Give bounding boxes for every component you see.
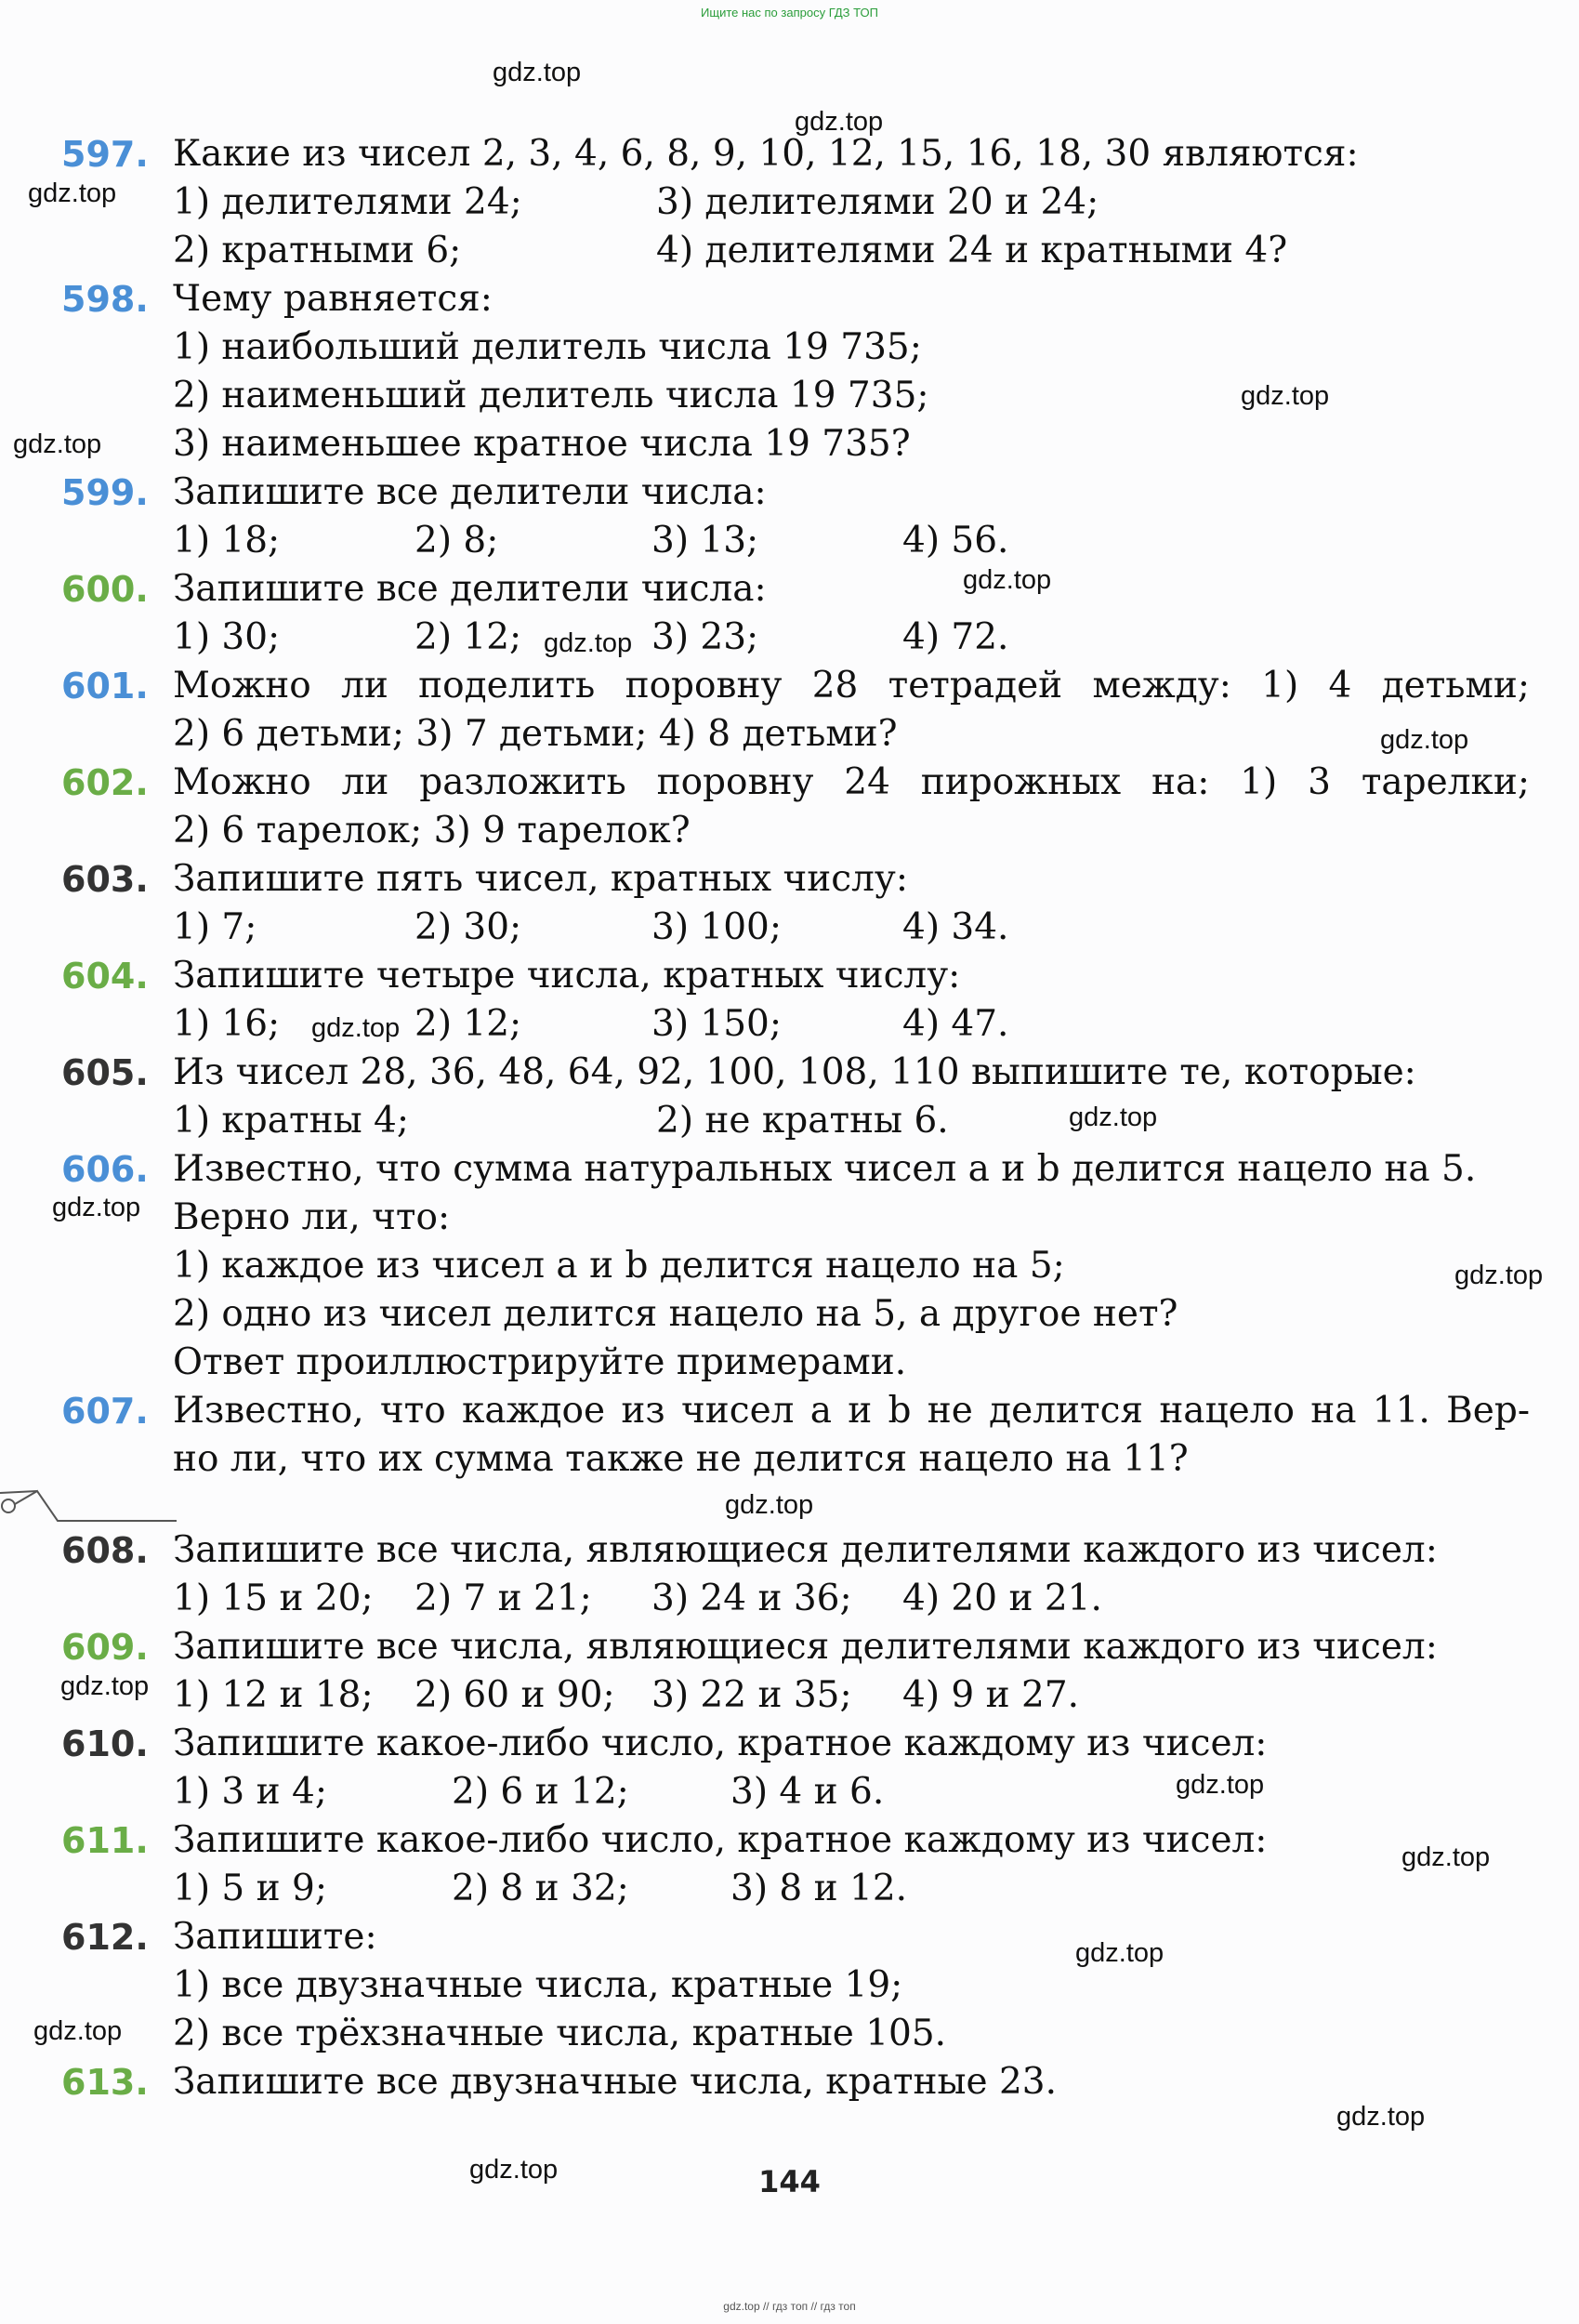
answer-option: 1) 5 и 9; <box>173 1868 327 1909</box>
exercise-611 <box>61 1816 1530 1913</box>
exercise-605 <box>61 1049 1530 1145</box>
exercise-number: 597. <box>61 134 149 175</box>
exercise-599 <box>61 469 1530 565</box>
answer-option: 4) 34. <box>902 906 1009 948</box>
answer-option: 3) 4 и 6. <box>730 1771 885 1813</box>
exercise-text: Известно, что сумма натуральных чисел a и b делится нацело на 5. <box>173 1148 1477 1190</box>
watermark: gdz.top <box>311 1013 401 1043</box>
answer-option: 4) 72. <box>902 616 1009 658</box>
exercise-text: 2) наименьший делитель числа 19 735; <box>173 375 929 416</box>
answer-option: 1) 12 и 18; <box>173 1674 374 1716</box>
answer-option: 3) 23; <box>651 616 759 658</box>
top-banner[interactable]: Ищите нас по запросу ГДЗ ТОП <box>701 6 878 20</box>
exercise-613 <box>61 2058 1530 2106</box>
answer-option: 4) 20 и 21. <box>902 1578 1102 1619</box>
exercise-text: Запишите пять чисел, кратных числу: <box>173 858 908 900</box>
exercise-text: Можно ли разложить поровну 24 пирожных на: 1) 3 тарелки; <box>173 761 1530 803</box>
answer-option: 2) не кратны 6. <box>656 1100 949 1142</box>
watermark: gdz.top <box>1176 1770 1265 1800</box>
exercise-612 <box>61 1913 1530 2058</box>
watermark: gdz.top <box>1075 1938 1165 1968</box>
answer-option: 1) 3 и 4; <box>173 1771 327 1813</box>
answer-options <box>173 1097 1530 1145</box>
exercise-text: Какие из чисел 2, 3, 4, 6, 8, 9, 10, 12, 15, 16, 18, 30 являются: <box>173 133 1359 175</box>
exercise-text: Запишите все делители числа: <box>173 568 767 610</box>
exercise-number: 603. <box>61 859 149 900</box>
exercise-number: 600. <box>61 569 149 610</box>
exercise-text: 1) все двузначные числа, кратные 19; <box>173 1964 903 2006</box>
exercise-610 <box>61 1720 1530 1816</box>
answer-option: 4) 56. <box>902 520 1009 561</box>
exercise-number: 602. <box>61 762 149 803</box>
exercise-text: Запишите какое-либо число, кратное каждому из чисел: <box>173 1819 1268 1861</box>
exercise-number: 607. <box>61 1391 149 1432</box>
exercise-text: Верно ли, что: <box>173 1196 451 1238</box>
answer-options <box>173 1768 1530 1816</box>
exercise-598 <box>61 275 1530 469</box>
exercise-text: но ли, что их сумма также не делится нацело на 11? <box>173 1438 1189 1480</box>
exercise-text: Запишите все делители числа: <box>173 471 767 513</box>
answer-option: 1) 7; <box>173 906 257 948</box>
answer-option: 2) кратными 6; <box>173 230 462 271</box>
answer-option: 2) 60 и 90; <box>414 1674 615 1716</box>
answer-option: 1) делителями 24; <box>173 181 522 223</box>
answer-option: 2) 12; <box>414 616 522 658</box>
answer-options <box>173 178 1530 227</box>
exercise-text: 2) все трёхзначные числа, кратные 105. <box>173 2013 947 2054</box>
watermark: gdz.top <box>725 1490 814 1520</box>
answer-option: 4) 9 и 27. <box>902 1674 1080 1716</box>
watermark: gdz.top <box>1336 2102 1426 2132</box>
watermark: gdz.top <box>795 107 884 137</box>
watermark: gdz.top <box>13 429 102 459</box>
exercise-text: 3) наименьшее кратное числа 19 735? <box>173 423 911 465</box>
answer-options <box>173 227 1530 275</box>
exercise-text: 2) одно из чисел делится нацело на 5, а другое нет? <box>173 1293 1178 1335</box>
exercise-597 <box>61 130 1530 275</box>
watermark: gdz.top <box>52 1193 141 1222</box>
exercise-text: Чему равняется: <box>173 278 493 320</box>
bottom-banner[interactable]: gdz.top // гдз топ // гдз топ <box>723 2300 856 2313</box>
exercise-text: 1) каждое из чисел a и b делится нацело на 5; <box>173 1245 1065 1287</box>
answer-option: 2) 12; <box>414 1003 522 1045</box>
watermark: gdz.top <box>493 58 582 87</box>
exercise-number: 613. <box>61 2062 149 2103</box>
answer-option: 1) 30; <box>173 616 281 658</box>
answer-options <box>173 517 1530 565</box>
exercise-600 <box>61 565 1530 662</box>
watermark: gdz.top <box>1380 725 1469 755</box>
answer-option: 3) 13; <box>651 520 759 561</box>
exercise-text: 2) 6 детьми; 3) 7 детьми; 4) 8 детьми? <box>173 713 898 755</box>
answer-option: 1) 18; <box>173 520 281 561</box>
exercise-text: Запишите все двузначные числа, кратные 23. <box>173 2061 1057 2103</box>
exercise-number: 608. <box>61 1530 149 1571</box>
exercise-number: 611. <box>61 1820 149 1861</box>
exercise-number: 604. <box>61 956 149 997</box>
exercise-text: 2) 6 тарелок; 3) 9 тарелок? <box>173 810 691 852</box>
answer-option: 2) 7 и 21; <box>414 1578 592 1619</box>
exercise-number: 606. <box>61 1149 149 1190</box>
answer-option: 3) 8 и 12. <box>730 1868 908 1909</box>
answer-option: 2) 8; <box>414 520 499 561</box>
exercise-608 <box>61 1526 1530 1623</box>
watermark: gdz.top <box>1069 1103 1158 1132</box>
exercise-text: Запишите все числа, являющиеся делителями каждого из чисел: <box>173 1529 1438 1571</box>
answer-option: 3) 150; <box>651 1003 783 1045</box>
exercise-603 <box>61 855 1530 952</box>
answer-option: 3) делителями 20 и 24; <box>656 181 1099 223</box>
watermark: gdz.top <box>1401 1842 1491 1872</box>
exercise-607 <box>61 1387 1530 1484</box>
watermark: gdz.top <box>469 2155 559 2185</box>
answer-option: 4) 47. <box>902 1003 1009 1045</box>
exercise-number: 612. <box>61 1917 149 1958</box>
exercise-number: 609. <box>61 1627 149 1668</box>
page-number: 144 <box>758 2164 821 2199</box>
exercise-text: 1) наибольший делитель числа 19 735; <box>173 326 922 368</box>
answer-option: 2) 30; <box>414 906 522 948</box>
exercise-number: 598. <box>61 279 149 320</box>
answer-options <box>173 904 1530 952</box>
answer-option: 3) 22 и 35; <box>651 1674 852 1716</box>
answer-option: 2) 8 и 32; <box>452 1868 629 1909</box>
exercise-number: 599. <box>61 472 149 513</box>
exercise-602 <box>61 759 1530 855</box>
answer-option: 3) 24 и 36; <box>651 1578 852 1619</box>
exercise-text: Ответ проиллюстрируйте примерами. <box>173 1341 907 1383</box>
exercise-604 <box>61 952 1530 1049</box>
exercise-text: Известно, что каждое из чисел a и b не делится нацело на 11. Вер- <box>173 1390 1530 1432</box>
answer-option: 1) кратны 4; <box>173 1100 409 1142</box>
exercise-text: Из чисел 28, 36, 48, 64, 92, 100, 108, 110 выпишите те, которые: <box>173 1051 1416 1093</box>
watermark: gdz.top <box>1241 381 1330 411</box>
answer-option: 1) 16; <box>173 1003 281 1045</box>
watermark: gdz.top <box>544 628 633 658</box>
exercise-text: Запишите четыре числа, кратных числу: <box>173 955 961 997</box>
answer-option: 4) делителями 24 и кратными 4? <box>656 230 1288 271</box>
exercise-text: Запишите какое-либо число, кратное каждому из чисел: <box>173 1723 1268 1764</box>
answer-option: 3) 100; <box>651 906 783 948</box>
watermark: gdz.top <box>28 178 117 208</box>
answer-option: 2) 6 и 12; <box>452 1771 629 1813</box>
answer-option: 1) 15 и 20; <box>173 1578 374 1619</box>
answer-options <box>173 1865 1530 1913</box>
watermark: gdz.top <box>60 1671 150 1701</box>
exercise-number: 605. <box>61 1052 149 1093</box>
exercise-text: Можно ли поделить поровну 28 тетрадей между: 1) 4 детьми; <box>173 665 1530 706</box>
exercise-number: 610. <box>61 1723 149 1764</box>
watermark: gdz.top <box>1454 1261 1544 1290</box>
exercise-609 <box>61 1623 1530 1720</box>
answer-options <box>173 614 1530 662</box>
exercise-number: 601. <box>61 666 149 706</box>
answer-options <box>173 1575 1530 1623</box>
answer-options <box>173 1671 1530 1720</box>
exercise-606 <box>61 1145 1530 1387</box>
exercise-list <box>61 130 1530 2106</box>
exercise-601 <box>61 662 1530 759</box>
exercise-text: Запишите: <box>173 1916 377 1958</box>
exercise-text: Запишите все числа, являющиеся делителями каждого из чисел: <box>173 1626 1438 1668</box>
watermark: gdz.top <box>963 565 1052 595</box>
watermark: gdz.top <box>33 2016 123 2046</box>
